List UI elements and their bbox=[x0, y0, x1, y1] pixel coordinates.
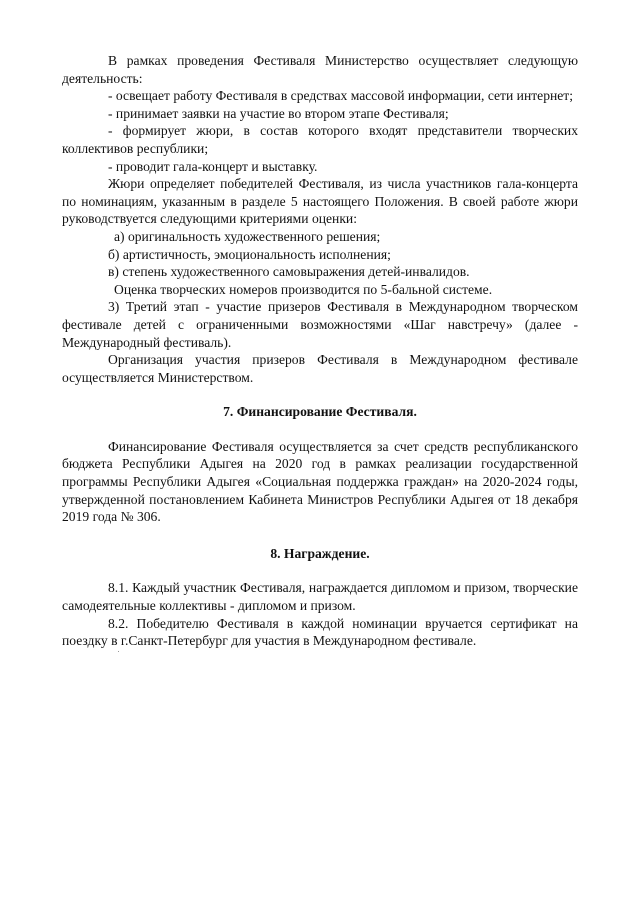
document-page bbox=[62, 52, 578, 650]
criteria-item: а) оригинальность художественного решения; bbox=[114, 228, 381, 244]
activity-item: - проводит гала-концерт и выставку. bbox=[108, 158, 318, 174]
section-7-heading: 7. Финансирование Фестиваля. bbox=[223, 404, 417, 420]
activity-item: - формирует жюри, в состав которого входят представители творческих коллективов республики; bbox=[62, 123, 578, 156]
jury-paragraph: Жюри определяет победителей Фестиваля, из числа участников гала-концерта по номинациям, указанным в разделе 5 настоящего Положения. В своей работе жюри руководствуется следующими критериями оценки: bbox=[62, 176, 578, 227]
award-item: 8.2. Победителю Фестиваля в каждой номинации вручается сертификат на поездку в г.Санкт-Петербург для участия в Международном фестивале. bbox=[62, 615, 578, 649]
activity-item: - освещает работу Фестиваля в средствах массовой информации, сети интернет; bbox=[108, 88, 574, 104]
intro-paragraph: В рамках проведения Фестиваля Министерство осуществляет следующую деятельность: bbox=[62, 53, 578, 86]
financing-paragraph: Финансирование Фестиваля осуществляется за счет средств республиканского бюджета Республики Адыгея на 2020 год в рамках реализации государственной программы Республики Адыгея «Социальная поддержка граждан» на 2020-2024 годы, утвержденной постановлением Кабинета Министров Республики Адыгея от 18 декабря 2019 года № 306. bbox=[62, 438, 578, 525]
rating-paragraph: Оценка творческих номеров производится по 5-бальной системе. bbox=[114, 281, 493, 297]
section-8-heading: 8. Награждение. bbox=[270, 545, 370, 561]
scan-speck bbox=[118, 651, 119, 652]
award-item: 8.1. Каждый участник Фестиваля, награждается дипломом и призом, творческие самодеятельные коллективы - дипломом и призом. bbox=[62, 580, 578, 614]
stage3-paragraph: 3) Третий этап - участие призеров Фестиваля в Международном творческом фестивале детей с ограниченными возможностями «Шаг навстречу» (далее - Международный фестиваль). bbox=[62, 299, 578, 350]
organization-paragraph: Организация участия призеров Фестиваля в Международном фестивале осуществляется Министерством. bbox=[62, 352, 578, 385]
criteria-item: в) степень художественного самовыражения детей-инвалидов. bbox=[108, 264, 470, 280]
criteria-item: б) артистичность, эмоциональность исполнения; bbox=[108, 246, 391, 262]
activity-item: - принимает заявки на участие во втором этапе Фестиваля; bbox=[108, 105, 449, 121]
